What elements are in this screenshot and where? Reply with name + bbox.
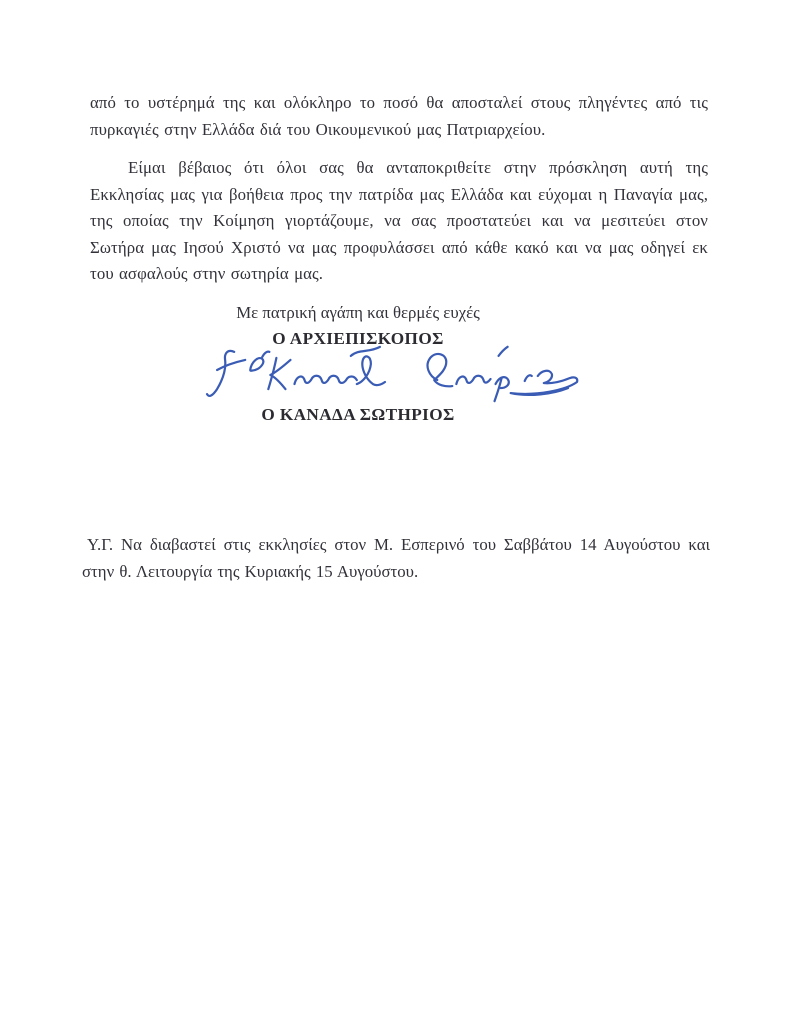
body-paragraph-main: Είμαι βέβαιος ότι όλοι σας θα ανταποκριθείτε στην πρόσκληση αυτή της Εκκλησίας μας για βοήθεια προς την πατρίδα μας Ελλάδα και εύχομαι η Παναγία μας, της οποίας την Κοίμηση γιορτάζουμε, να σας προστατεύει και να μεσιτεύει στον Σωτήρα μας Ιησού Χριστό να μας προφυλάσσει από κάθε κακό και να μας οδηγεί εκ του ασφαλούς στην σωτηρία μας. [90,158,708,283]
archbishop-signature-ink-icon [204,343,580,407]
signatory-name: Ο ΚΑΝΑΔΑ ΣΩΤΗΡΙΟΣ [261,405,455,424]
closing-title: Ο ΑΡΧΙΕΠΙΣΚΟΠΟΣ [272,329,444,348]
closing-salutation: Με πατρική αγάπη και θερμές ευχές [236,303,480,322]
postscript-note: Υ.Γ. Να διαβαστεί στις εκκλησίες στον Μ. Εσπερινό του Σαββάτου 14 Αυγούστου και στην θ. Λειτουργία της Κυριακής 15 Αυγούστου. [82,535,710,581]
body-paragraph-continuation: από το υστέρημά της και ολόκληρο το ποσό θα αποσταλεί στους πληγέντες από τις πυρκαγιές στην Ελλάδα διά του Οικουμενικού μας Πατριαρχείου. [90,93,708,139]
